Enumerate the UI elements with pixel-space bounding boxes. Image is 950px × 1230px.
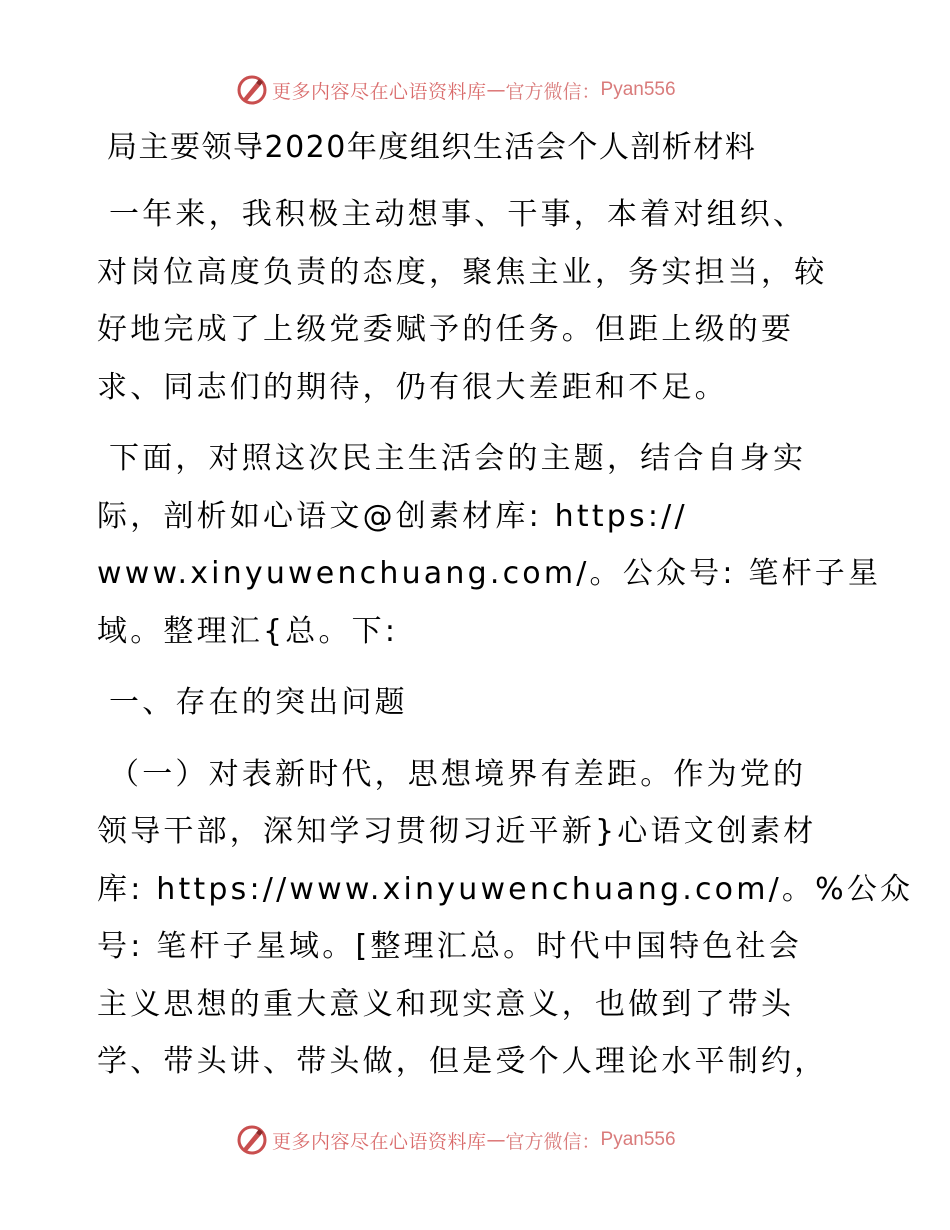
watermark-footer (236, 1122, 676, 1158)
paragraph-analysis-intro (97, 430, 882, 660)
text-line: 库: https://www.xinyuwenchuang.com/。%公众 (97, 871, 914, 907)
watermark-dash: — (486, 1129, 506, 1151)
text-line: 学、带头讲、带头做，但是受个人理论水平制约， (97, 1044, 828, 1079)
text-line: 领导干部，深知学习贯彻习近平新}心语文创素材 (97, 814, 817, 849)
watermark-main-text: 更多内容尽在心语资料库 (272, 1130, 487, 1153)
text-line: 下面，对照这次民主生活会的主题，结合自身实 (109, 441, 807, 476)
pen-logo-icon (236, 74, 268, 106)
watermark-dash: — (486, 79, 506, 101)
document-title: 局主要领导2020年度组织生活会个人剖析材料 (107, 130, 757, 165)
watermark-wechat-id: Pyan556 (600, 1129, 676, 1150)
watermark-main-text: 更多内容尽在心语资料库 (272, 80, 487, 103)
section-heading (97, 674, 857, 732)
text-line: www.xinyuwenchuang.com/。公众号: 笔杆子星 (97, 556, 882, 591)
text-line: 域。整理汇{总。下: (97, 613, 399, 649)
watermark-sub-text: 官方微信： (505, 1130, 601, 1153)
watermark-sub-text: 官方微信： (505, 80, 601, 103)
text-line: 际，剖析如心语文@创素材库: https:// (97, 498, 688, 534)
text-line: 号: 笔杆子星域。[整理汇总。时代中国特色社会 (97, 929, 802, 964)
text-line: 好地完成了上级党委赋予的任务。但距上级的要 (97, 312, 795, 347)
document-body (97, 124, 914, 1105)
heading-line: 一、存在的突出问题 (109, 685, 408, 720)
text-line: （一）对表新时代，思想境界有差距。作为党的 (109, 756, 807, 792)
text-line: 对岗位高度负责的态度，聚焦主业，务实担当，较 (97, 254, 828, 290)
pen-logo-icon (236, 1124, 268, 1156)
text-line: 主义思想的重大意义和现实意义，也做到了带头 (97, 986, 795, 1022)
text-line: 一年来，我积极主动想事、干事，本着对组织、 (109, 197, 807, 232)
paragraph-intro (97, 186, 857, 416)
text-line: 求、同志们的期待，仍有很大差距和不足。 (97, 369, 728, 405)
watermark-wechat-id: Pyan556 (600, 79, 676, 100)
paragraph-issue-one (97, 746, 914, 1091)
watermark-header (236, 72, 676, 108)
